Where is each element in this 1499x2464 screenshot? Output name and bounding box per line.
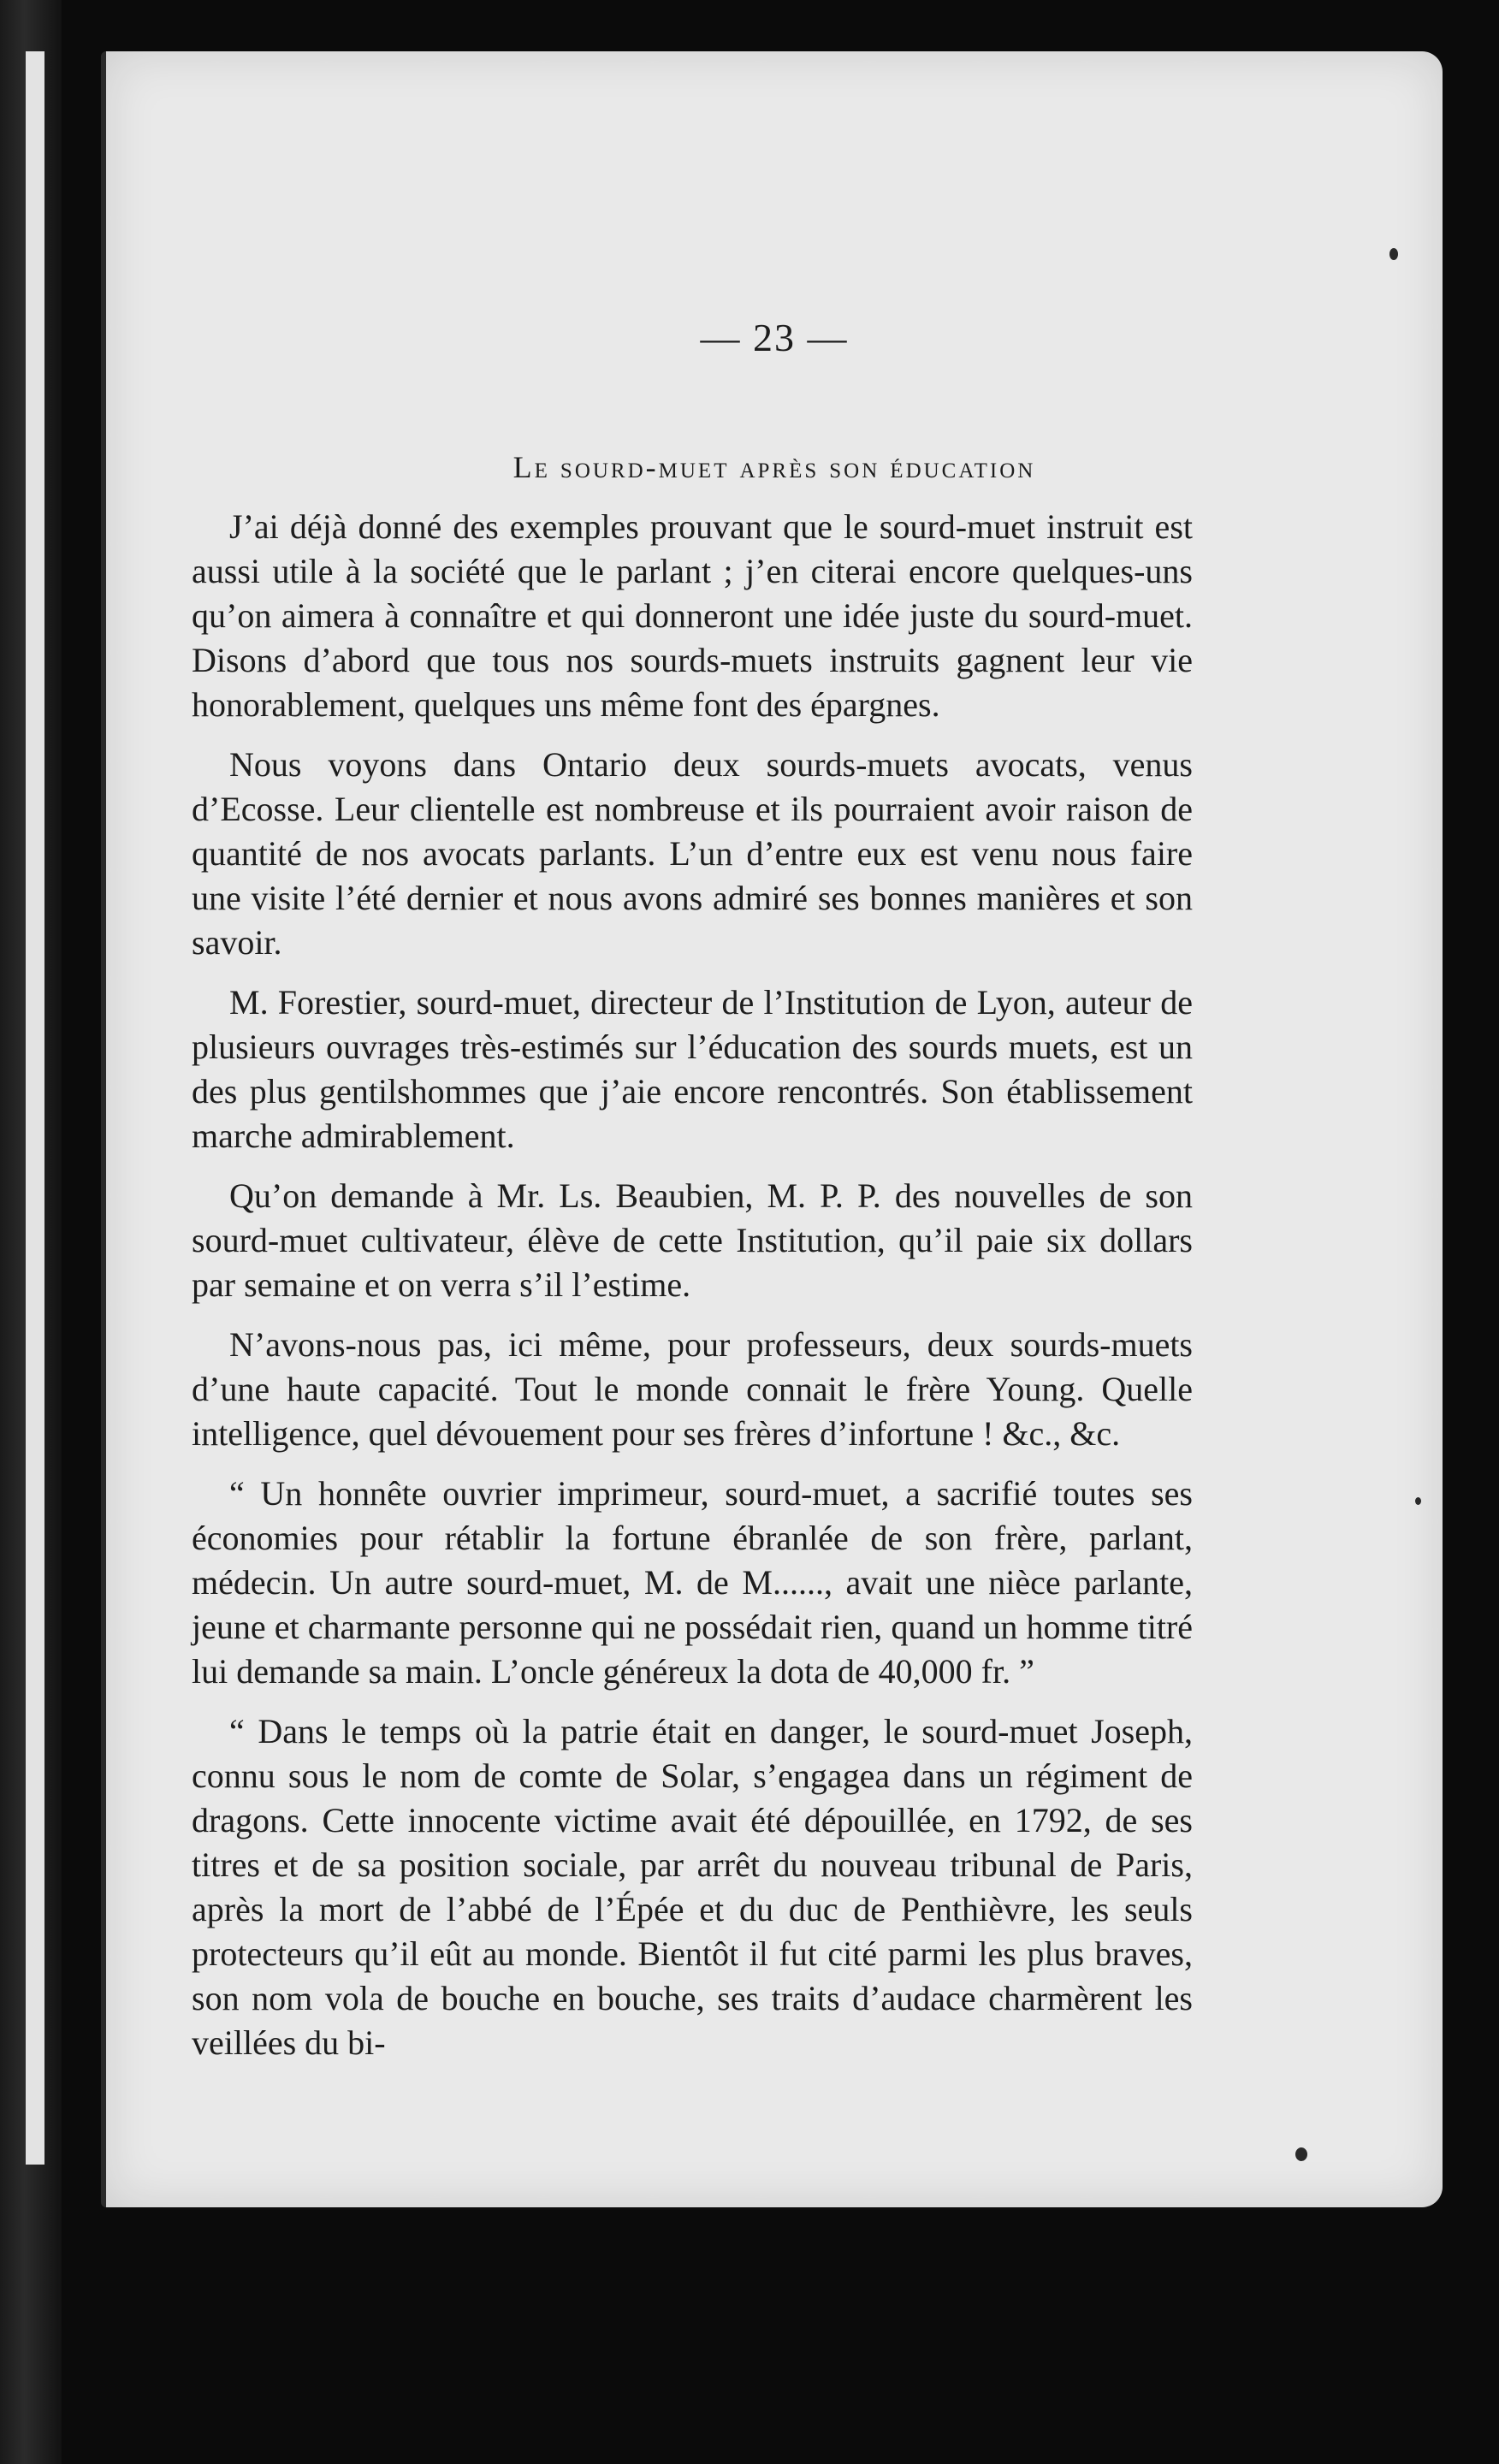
paragraph: Nous voyons dans Ontario deux sourds-muets avocats, venus d’Ecosse. Leur clientelle est nombreuse et ils pourraient avoir raison de quantité de nos avocats parlants. L’un d’entre eux est venu nous faire une visite l’été dernier et nous avons admiré ses bonnes manières et son savoir. bbox=[192, 745, 1193, 962]
paragraph: Qu’on demande à Mr. Ls. Beaubien, M. P. P. des nouvelles de son sourd-muet cultivateur, élève de cette Institution, qu’il paie six dollars par semaine et on verra s’il l’estime. bbox=[192, 1176, 1193, 1304]
paragraph: “ Un honnête ouvrier imprimeur, sourd-muet, a sacrifié toutes ses économies pour rétablir la fortune ébranlée de son frère, parlant, médecin. Un autre sourd-muet, M. de M......, avait une nièce parlante, jeune et charmante personne qui ne possédait rien, quand un homme titré lui demande sa main. L’oncle généreux la dota de 40,000 fr. ” bbox=[192, 1474, 1193, 1691]
adjacent-page-strip bbox=[26, 51, 44, 2165]
section-heading: Le sourd-muet après son éducation bbox=[513, 450, 1036, 484]
book-page bbox=[101, 51, 1443, 2207]
ink-speck bbox=[1295, 2147, 1307, 2161]
ink-speck bbox=[1415, 1497, 1421, 1505]
paragraph: N’avons-nous pas, ici même, pour professeurs, deux sourds-muets d’une haute capacité. Tout le monde connait le frère Young. Quelle intelligence, quel dévouement pour ses frères d’infortune ! &c., &c. bbox=[192, 1325, 1193, 1453]
ink-speck bbox=[1389, 248, 1398, 260]
paragraph: J’ai déjà donné des exemples prouvant que le sourd-muet instruit est aussi utile à la société que le parlant ; j’en citerai encore quelques-uns qu’on aimera à connaître et qui donneront une idée juste du sourd-muet. Disons d’abord que tous nos sourds-muets instruits gagnent leur vie honorablement, quelques uns même font des épargnes. bbox=[192, 507, 1193, 724]
page-number: — 23 — bbox=[700, 316, 849, 359]
paragraph: M. Forestier, sourd-muet, directeur de l’Institution de Lyon, auteur de plusieurs ouvrages très-estimés sur l’éducation des sourds muets, est un des plus gentilshommes que j’aie encore rencontrés. Son établissement marche admirablement. bbox=[192, 983, 1193, 1155]
body-text bbox=[192, 505, 1193, 2081]
paragraph: “ Dans le temps où la patrie était en danger, le sourd-muet Joseph, connu sous le nom de comte de Solar, s’engagea dans un régiment de dragons. Cette innocente victime avait été dépouillée, en 1792, de ses titres et de sa position sociale, par arrêt du nouveau tribunal de Paris, après la mort de l’abbé de l’Épée et du duc de Penthièvre, les seuls protecteurs qu’il eût au monde. Bientôt il fut cité parmi les plus braves, son nom vola de bouche en bouche, ses traits d’audace charmèrent les veillées du bi- bbox=[192, 1712, 1193, 2062]
